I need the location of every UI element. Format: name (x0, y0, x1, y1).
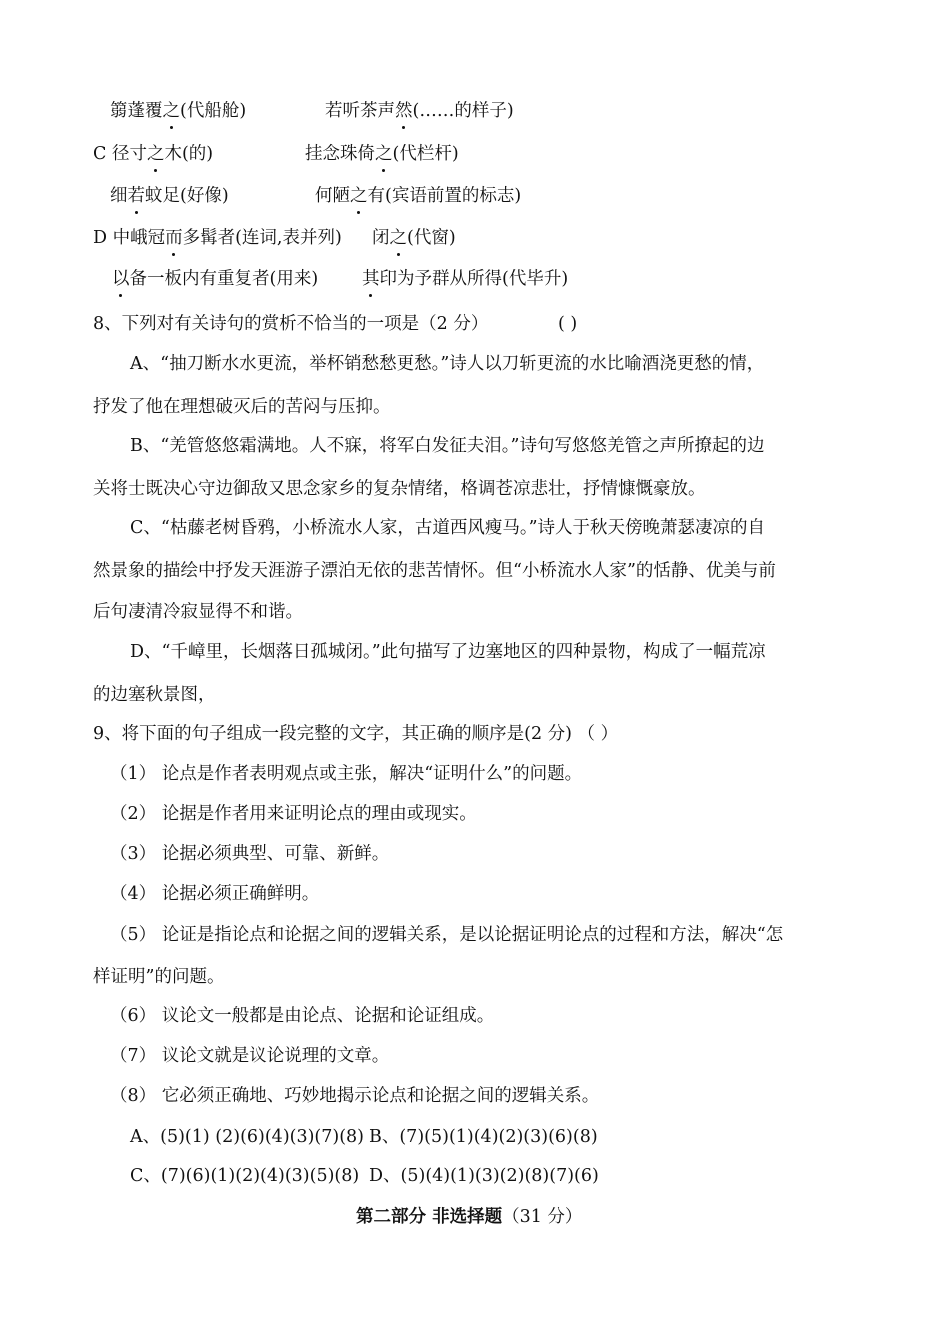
q8-stem: 8、下列对有关诗句的赏析不恰当的一项是（2 分） (93, 314, 489, 334)
q7-option-d-row2-right: 其印为予群从所得(代毕升) (362, 269, 569, 289)
q8-option-c-line1: C、“枯藤老树昏鸦，小桥流水人家，古道西风瘦马。”诗人于秋天傍晚萧瑟凄凉的自 (130, 518, 766, 538)
q9-sentence-5-line1: （5） 论证是指论点和论据之间的逻辑关系，是以论据证明论点的过程和方法，解决“怎 (110, 925, 784, 945)
q9-option-c: C、(7)(6)(1)(2)(4)(3)(5)(8) (130, 1166, 360, 1186)
q8-option-a-line1: A、“抽刀断水水更流，举杯销愁愁更愁。”诗人以刀斩更流的水比喻酒浇更愁的情， (130, 354, 765, 374)
q9-sentence-6: （6） 议论文一般都是由论点、论据和论证组成。 (110, 1006, 495, 1026)
q9-sentence-3: （3） 论据必须典型、可靠、新鲜。 (110, 844, 390, 864)
q7-option-c-row2-right: 何陋之有(宾语前置的标志) (315, 186, 522, 206)
q9-option-d: D、(5)(4)(1)(3)(2)(8)(7)(6) (369, 1166, 599, 1186)
q7-option-d-row2-left: 以备一板内有重复者(用来) (112, 269, 319, 289)
q9-stem: 9、将下面的句子组成一段完整的文字，其正确的顺序是(2 分) （ ） (93, 724, 619, 744)
q7-option-d-row1-left: D 中峨冠而多髯者(连词,表并列) (93, 228, 342, 248)
section-2-title: 第二部分 非选择题 (356, 1207, 503, 1227)
emphasis-char: 之 (389, 228, 407, 248)
q7-option-c-row2-left: 细若蚊足(好像) (110, 186, 229, 206)
q9-sentence-1: （1） 论点是作者表明观点或主张，解决“证明什么”的问题。 (110, 764, 583, 784)
q8-option-d-line1: D、“千嶂里，长烟落日孤城闭。”此句描写了边塞地区的四种景物，构成了一幅荒凉 (130, 642, 766, 662)
q8-option-c-line3: 后句凄清冷寂显得不和谐。 (93, 602, 303, 622)
emphasis-char: 之 (162, 101, 180, 121)
q8-option-b-line1: B、“羌管悠悠霜满地。人不寐，将军白发征夫泪。”诗句写悠悠羌管之声所撩起的边 (130, 436, 765, 456)
q9-sentence-8: （8） 它必须正确地、巧妙地揭示论点和论据之间的逻辑关系。 (110, 1086, 600, 1106)
emphasis-char: 以 (112, 269, 130, 289)
q8-option-c-line2: 然景象的描绘中抒发天涯游子漂泊无依的悲苦情怀。但“小桥流水人家”的恬静、优美与前 (93, 561, 776, 581)
emphasis-char: 而 (165, 228, 183, 248)
emphasis-char: 之 (350, 186, 368, 206)
section-2-score: （31 分） (502, 1207, 583, 1227)
section-2-heading (356, 1206, 582, 1228)
q7-option-b-row2-right: 若听茶声然(……的样子) (325, 101, 514, 121)
q9-option-b: B、(7)(5)(1)(4)(2)(3)(6)(8) (369, 1127, 598, 1147)
q9-option-a: A、(5)(1) (2)(6)(4)(3)(7)(8) (130, 1127, 365, 1147)
emphasis-char: 其 (362, 269, 380, 289)
emphasis-char: 若 (127, 186, 145, 206)
q7-option-d-row1-right: 闭之(代窗) (372, 228, 456, 248)
q7-option-c-row1-right: 挂念珠倚之(代栏杆) (305, 144, 459, 164)
emphasis-char: 之 (146, 144, 165, 164)
q9-sentence-7: （7） 议论文就是议论说理的文章。 (110, 1046, 390, 1066)
q9-sentence-4: （4） 论据必须正确鲜明。 (110, 884, 320, 904)
q7-option-b-row2-left: 篛蓬覆之(代船舱) (110, 101, 247, 121)
q8-option-a-line2: 抒发了他在理想破灭后的苦闷与压抑。 (93, 397, 391, 417)
q8-option-b-line2: 关将士既决心守边御敌又思念家乡的复杂情绪，格调苍凉悲壮，抒情慷慨豪放。 (93, 479, 706, 499)
emphasis-char: 之 (375, 144, 393, 164)
q8-option-d-line2: 的边塞秋景图， (93, 685, 216, 705)
q9-sentence-5-line2: 样证明”的问题。 (93, 967, 225, 987)
q9-sentence-2: （2） 论据是作者用来证明论点的理由或现实。 (110, 804, 477, 824)
q7-option-c-row1-left: C 径寸之木(的) (93, 144, 214, 164)
q8-answer-paren: ( ) (558, 314, 578, 334)
emphasis-char: 然 (395, 101, 413, 121)
